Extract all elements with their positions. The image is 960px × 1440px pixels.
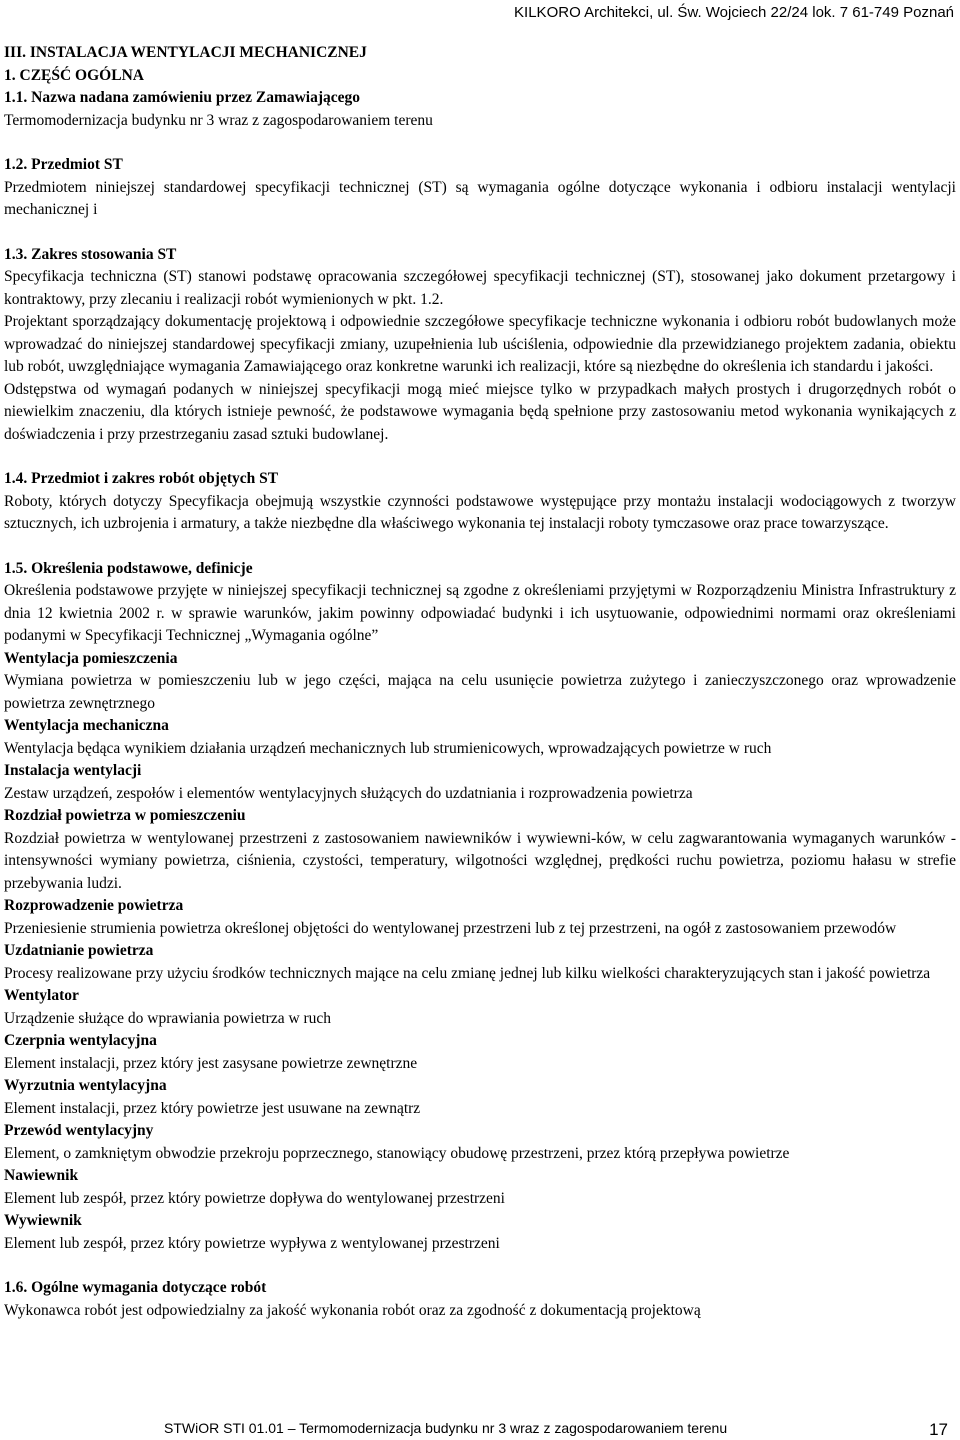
- paragraph-1-2: Przedmiotem niniejszej standardowej specyfikacji technicznej (ST) są wymagania ogólne dotyczące wykonania i odbioru instalacji wentylacji mechanicznej i: [4, 178, 956, 218]
- paragraph-1-4: Roboty, których dotyczy Specyfikacja obejmują wszystkie czynności podstawowe występujące przy montażu instalacji wodociągowych z tworzyw sztucznych, ich uzbrojenia i armatury, a także niezbędne dla właściwego wykonania tej instalacji roboty tymczasowe oraz prace towarzyszące.: [4, 492, 956, 532]
- document-page: [4, 0, 956, 1440]
- page-header: KILKORO Architekci, ul. Św. Wojciech 22/24 lok. 7 61-749 Poznań: [514, 4, 954, 21]
- heading-1-4: 1.4. Przedmiot i zakres robót objętych ST: [4, 470, 279, 487]
- definition-term: Nawiewnik: [4, 1167, 79, 1184]
- heading-1-1: 1.1. Nazwa nadana zamówieniu przez Zamawiającego: [4, 89, 361, 106]
- paragraph-1-3-b: Projektant sporządzający dokumentację projektową i odpowiednie szczegółowe specyfikacje techniczne wykonania i odbioru robót budowlanych może wprowadzać do niniejszej standardowej specyfikacji zmiany, uzupełnienia lub uściślenia, odpowiednie dla przewidzianego projektem zadania, obiektu lub robót, uwzględniające wymagania Zamawiającego oraz konkretne warunki ich realizacji, które są niezbędne do określenia ich standardu i jakości.: [4, 313, 956, 375]
- definition-text: Rozdział powietrza w wentylowanej przestrzeni z zastosowaniem nawiewników i wywiewni-ków, w celu zagwarantowania wymaganych warunków - intensywności wymiany powietrza, ciśnienia, czystości, temperatury, wilgotności względnej, prędkości ruchu powietrza, poziomu hałasu w strefie przebywania ludzi.: [4, 829, 956, 892]
- definition-term: Instalacja wentylacji: [4, 762, 142, 779]
- page-footer: [4, 1418, 956, 1440]
- definition-text: Przeniesienie strumienia powietrza określonej objętości do wentylowanej przestrzeni lub z tej przestrzeni, na ogół z zastosowaniem przewodów: [4, 919, 897, 937]
- definition-text: Element instalacji, przez który jest zasysane powietrze zewnętrzne: [4, 1054, 418, 1072]
- document-body: [4, 42, 956, 1322]
- section-spacer: [4, 446, 956, 468]
- section-title: 1. CZĘŚĆ OGÓLNA: [4, 66, 144, 84]
- definition-term: Czerpnia wentylacyjna: [4, 1032, 157, 1049]
- paragraph-1-5-intro: Określenia podstawowe przyjęte w niniejszej specyfikacji technicznej są zgodne z określeniami przyjętymi w Rozporządzeniu Ministra Infrastruktury z dnia 12 kwietnia 2002 r. w sprawie warunków, jakim powinny odpowiadać budynki i ich usytuowanie, odpowiednimi normami oraz określeniami podanymi w Specyfikacji Technicznej „Wymagania ogólne”: [4, 582, 956, 644]
- definition-text: Wentylacja będąca wynikiem działania urządzeń mechanicznych lub strumienicowych, wprowadzających powietrze w ruch: [4, 739, 772, 757]
- paragraph-1-6: Wykonawca robót jest odpowiedzialny za jakość wykonania robót oraz za zgodność z dokumentacją projektową: [4, 1301, 701, 1319]
- heading-1-6: 1.6. Ogólne wymagania dotyczące robót: [4, 1279, 267, 1296]
- page-number: 17: [929, 1420, 948, 1439]
- definition-term: Wywiewnik: [4, 1212, 82, 1229]
- definition-term: Wyrzutnia wentylacyjna: [4, 1077, 167, 1094]
- definition-text: Element lub zespół, przez który powietrze dopływa do wentylowanej przestrzeni: [4, 1189, 505, 1207]
- definition-term: Przewód wentylacyjny: [4, 1122, 154, 1139]
- footer-text: STWiOR STI 01.01 – Termomodernizacja budynku nr 3 wraz z zagospodarowaniem terenu: [164, 1420, 728, 1436]
- heading-1-3: 1.3. Zakres stosowania ST: [4, 245, 177, 263]
- heading-1-5: 1.5. Określenia podstawowe, definicje: [4, 559, 253, 577]
- definition-term: Uzdatnianie powietrza: [4, 942, 154, 959]
- paragraph-1-1: Termomodernizacja budynku nr 3 wraz z zagospodarowaniem terenu: [4, 111, 433, 129]
- definition-text: Urządzenie służące do wprawiania powietrza w ruch: [4, 1009, 332, 1027]
- section-spacer: [4, 132, 956, 154]
- definition-term: Wentylator: [4, 987, 79, 1004]
- definition-text: Zestaw urządzeń, zespołów i elementów wentylacyjnych służących do uzdatniania i rozprowadzenia powietrza: [4, 784, 693, 802]
- definition-term: Wentylacja pomieszczenia: [4, 649, 178, 667]
- heading-1-2: 1.2. Przedmiot ST: [4, 156, 123, 173]
- definition-term: Rozprowadzenie powietrza: [4, 897, 184, 914]
- section-spacer: [4, 536, 956, 558]
- definition-text: Element, o zamkniętym obwodzie przekroju poprzecznego, stanowiący obudowę przestrzeni, przez którą przepływa powietrze: [4, 1144, 790, 1162]
- section-spacer: [4, 1255, 956, 1277]
- part-title: III. INSTALACJA WENTYLACJI MECHANICZNEJ: [4, 44, 367, 61]
- section-spacer: [4, 222, 956, 244]
- paragraph-1-3-a: Specyfikacja techniczna (ST) stanowi podstawę opracowania szczegółowej specyfikacji technicznej (ST), stosowanej jako dokument przetargowy i kontraktowy, przy zlecaniu i realizacji robót wymienionych w pkt. 1.2.: [4, 268, 956, 308]
- definition-text: Element instalacji, przez który powietrze jest usuwane na zewnątrz: [4, 1099, 421, 1117]
- definition-term: Rozdział powietrza w pomieszczeniu: [4, 807, 246, 824]
- definition-text: Procesy realizowane przy użyciu środków technicznych mające na celu zmianę jednej lub kilku wielkości charakteryzujących stan i jakość powietrza: [4, 964, 931, 982]
- definition-text: Element lub zespół, przez który powietrze wypływa z wentylowanej przestrzeni: [4, 1234, 500, 1252]
- definition-text: Wymiana powietrza w pomieszczeniu lub w jego części, mająca na celu usunięcie powietrza zużytego i zanieczyszczonego oraz wprowadzenie powietrza zewnętrznego: [4, 672, 956, 712]
- definition-term: Wentylacja mechaniczna: [4, 717, 169, 734]
- paragraph-1-3-c: Odstępstwa od wymagań podanych w niniejszej specyfikacji mogą mieć miejsce tylko w przypadkach małych prostych i drugorzędnych robót o niewielkim znaczeniu, dla których istnieje pewność, że podstawowe wymagania będą spełnione przy zastosowaniu metod wykonania wynikających z doświadczenia i przy przestrzeganiu zasad sztuki budowlanej.: [4, 380, 956, 443]
